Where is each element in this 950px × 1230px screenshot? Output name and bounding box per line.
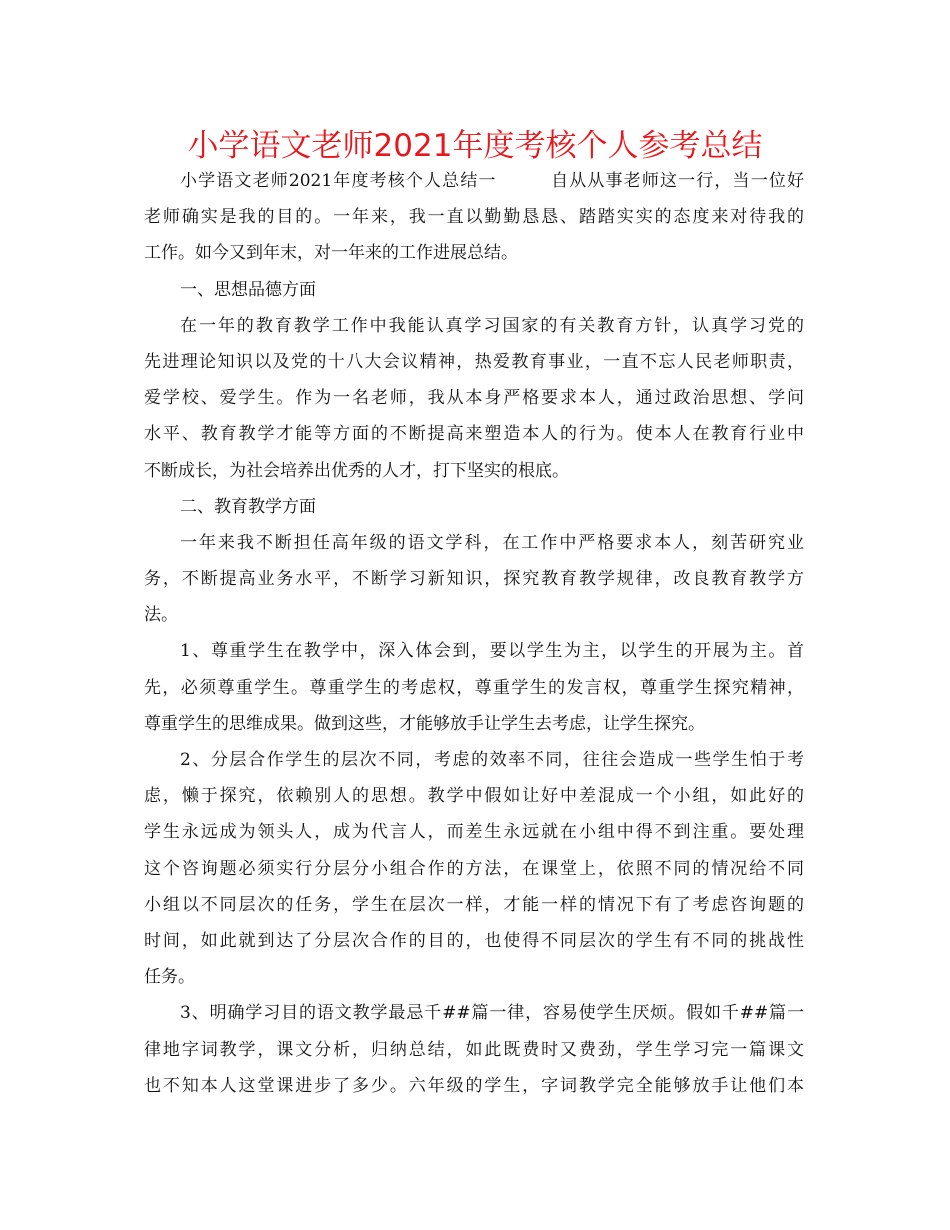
text-line: 时间，如此就到达了分层次合作的目的，也使得不同层次的学生有不同的挑战性 bbox=[144, 930, 804, 951]
text-line: 爱学校、爱学生。作为一名老师，我从本身严格要求本人，通过政治思想、学问 bbox=[144, 388, 804, 409]
text-line: 小组以不同层次的任务，学生在层次一样，才能一样的情况下有了考虑咨询题的 bbox=[144, 894, 804, 915]
text-line: 这个咨询题必须实行分层分小组合作的方法，在课堂上，依照不同的情况给不同 bbox=[144, 858, 804, 879]
text-line: 律地字词教学，课文分析，归纳总结，如此既费时又费劲，学生学习完一篇课文 bbox=[144, 1039, 804, 1060]
text-line: 尊重学生的思维成果。做到这些，才能够放手让学生去考虑，让学生探究。 bbox=[144, 713, 705, 734]
text-line: 务，不断提高业务水平，不断学习新知识，探究教育教学规律，改良教育教学方 bbox=[144, 569, 804, 590]
text-line: 水平、教育教学才能等方面的不断提高来塑造本人的行为。使本人在教育行业中 bbox=[144, 424, 804, 445]
text-line: 3、明确学习目的语文教学最忌千##篇一律，容易使学生厌烦。假如千##篇一 bbox=[180, 1003, 804, 1024]
text-line: 1、尊重学生在教学中，深入体会到，要以学生为主，以学生的开展为主。首 bbox=[180, 641, 804, 662]
text-line: 工作。如今又到年末，对一年来的工作进展总结。 bbox=[144, 243, 518, 264]
text-line: 先，必须尊重学生。尊重学生的考虑权，尊重学生的发言权，尊重学生探究精神， bbox=[144, 677, 804, 698]
text-line: 老师确实是我的目的。一年来，我一直以勤勤恳恳、踏踏实实的态度来对待我的 bbox=[144, 207, 804, 228]
text-line: 在一年的教育教学工作中我能认真学习国家的有关教育方针，认真学习党的 bbox=[180, 315, 804, 336]
text-line: 也不知本人这堂课进步了多少。六年级的学生，字词教学完全能够放手让他们本 bbox=[144, 1075, 804, 1096]
text-line: 虑，懒于探究，依赖别人的思想。教学中假如让好中差混成一个小组，如此好的 bbox=[144, 786, 804, 807]
text-line: 二、教育教学方面 bbox=[180, 496, 316, 517]
document-title: 小学语文老师2021年度考核个人参考总结 bbox=[187, 128, 763, 164]
text-line: 法。 bbox=[144, 605, 178, 626]
text-line: 一、思想品德方面 bbox=[180, 279, 316, 300]
text-line: 不断成长，为社会培养出优秀的人才，打下坚实的根底。 bbox=[144, 460, 569, 481]
text-line: 小学语文老师2021年度考核个人总结一 自从从事老师这一行，当一位好 bbox=[180, 171, 804, 191]
text-line: 学生永远成为领头人，成为代言人，而差生永远就在小组中得不到注重。要处理 bbox=[144, 822, 804, 843]
text-line: 先进理论知识以及党的十八大会议精神，热爱教育事业，一直不忘人民老师职责， bbox=[144, 351, 804, 372]
text-line: 2、分层合作学生的层次不同，考虑的效率不同，往往会造成一些学生怕于考 bbox=[180, 750, 804, 770]
text-line: 任务。 bbox=[144, 967, 195, 988]
document-body bbox=[144, 163, 804, 1104]
text-line: 一年来我不断担任高年级的语文学科，在工作中严格要求本人，刻苦研究业 bbox=[180, 532, 804, 553]
